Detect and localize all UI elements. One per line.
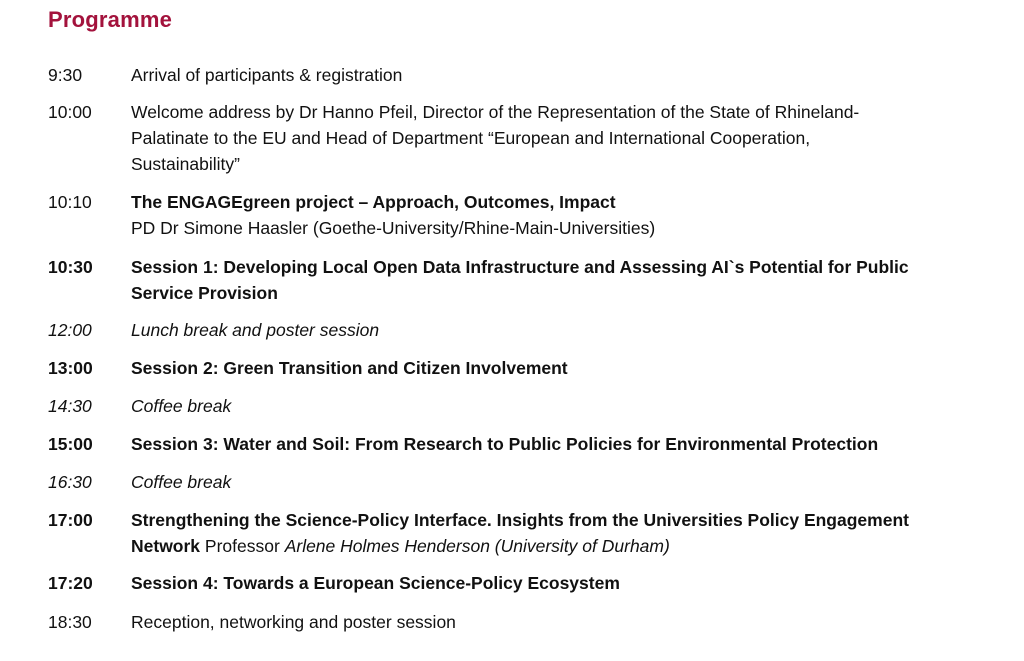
item-description-line: Strengthening the Science-Policy Interface. Insights from the Universities Policy Engagement	[131, 510, 909, 530]
item-time: 14:30	[48, 396, 92, 416]
item-description-line: Sustainability”	[131, 154, 240, 174]
item-title-end: Network	[131, 536, 201, 556]
item-description: Reception, networking and poster session	[131, 612, 456, 632]
item-description: Arrival of participants & registration	[131, 65, 403, 85]
item-time: 17:20	[48, 573, 93, 593]
item-description	[131, 99, 991, 177]
item-time: 10:00	[48, 102, 92, 122]
item-speaker: PD Dr Simone Haasler (Goethe-University/Rhine-Main-Universities)	[131, 218, 656, 238]
item-description	[131, 254, 991, 306]
item-description: Session 4: Towards a European Science-Policy Ecosystem	[131, 573, 620, 593]
item-description: Coffee break	[131, 472, 232, 492]
item-time: 12:00	[48, 320, 92, 340]
item-description-line: Session 1: Developing Local Open Data Infrastructure and Assessing AI`s Potential for Public	[131, 257, 909, 277]
item-time: 13:00	[48, 358, 93, 378]
item-description-line: Palatinate to the EU and Head of Department “European and International Cooperation,	[131, 128, 811, 148]
item-description	[131, 189, 991, 241]
item-description: Session 2: Green Transition and Citizen Involvement	[131, 358, 568, 378]
item-description: Coffee break	[131, 396, 232, 416]
item-description-line	[131, 533, 991, 559]
item-description: Session 3: Water and Soil: From Research to Public Policies for Environmental Protection	[131, 434, 879, 454]
item-time: 15:00	[48, 434, 93, 454]
item-description: Lunch break and poster session	[131, 320, 380, 340]
item-time: 18:30	[48, 612, 92, 632]
item-description-line: Welcome address by Dr Hanno Pfeil, Director of the Representation of the State of Rhineland-	[131, 102, 860, 122]
item-description	[131, 507, 991, 559]
item-speaker-prefix: Professor	[204, 536, 280, 556]
item-time: 16:30	[48, 472, 92, 492]
item-time: 10:30	[48, 257, 93, 277]
page-title: Programme	[48, 7, 173, 32]
item-description-line: Service Provision	[131, 283, 278, 303]
item-time: 17:00	[48, 510, 93, 530]
item-speaker: Arlene Holmes Henderson (University of Durham)	[284, 536, 670, 556]
item-title: The ENGAGEgreen project – Approach, Outcomes, Impact	[131, 192, 616, 212]
item-time: 9:30	[48, 65, 83, 85]
item-time: 10:10	[48, 192, 92, 212]
